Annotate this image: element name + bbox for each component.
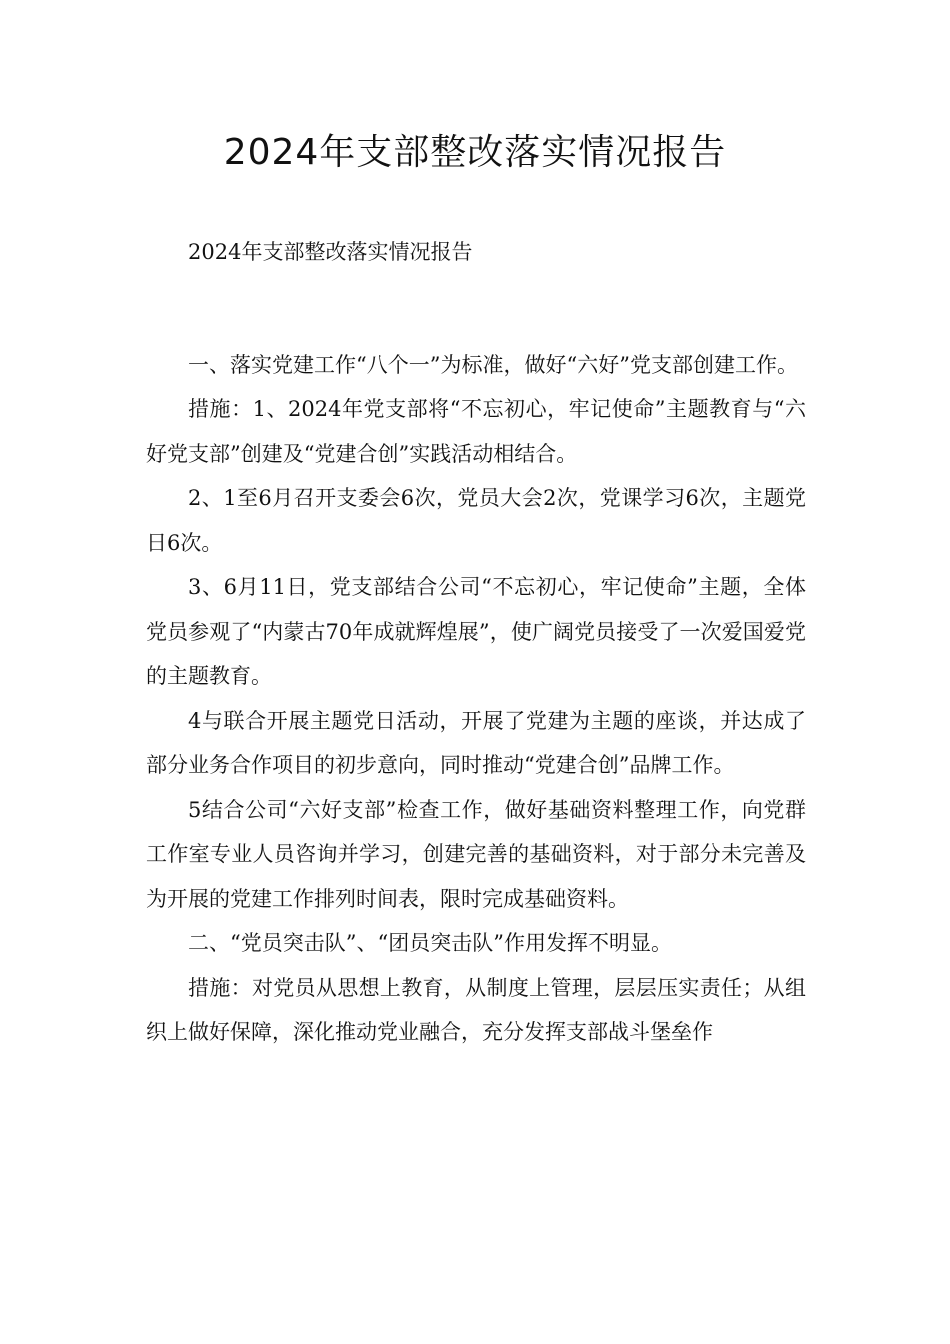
document-title: 2024年支部整改落实情况报告 — [223, 132, 727, 173]
paragraph: 3、6月11日，党支部结合公司“不忘初心，牢记使命”主题，全体党员参观了“内蒙古70年成就辉煌展”，使广阔党员接受了一次爱国爱党的主题教育。 — [146, 575, 806, 688]
paragraph: 2、1至6月召开支委会6次，党员大会2次，党课学习6次，主题党日6次。 — [146, 486, 806, 555]
paragraph: 措施：1、2024年党支部将“不忘初心，牢记使命”主题教育与“六好党支部”创建及“党建合创”实践活动相结合。 — [146, 397, 806, 466]
paragraph: 一、落实党建工作“八个一”为标准，做好“六好”党支部创建工作。 — [188, 352, 798, 377]
document-subtitle: 2024年支部整改落实情况报告 — [188, 240, 473, 264]
document-body — [146, 230, 806, 1055]
paragraph: 二、“党员突击队”、“团员突击队”作用发挥不明显。 — [188, 931, 672, 955]
paragraph: 4与联合开展主题党日活动，开展了党建为主题的座谈，并达成了部分业务合作项目的初步意向，同时推动“党建合创”品牌工作。 — [146, 708, 806, 777]
paragraph: 5结合公司“六好支部”检查工作，做好基础资料整理工作，向党群工作室专业人员咨询并学习，创建完善的基础资料，对于部分未完善及为开展的党建工作排列时间表，限时完成基础资料。 — [146, 797, 806, 911]
paragraph: 措施：对党员从思想上教育，从制度上管理，层层压实责任；从组织上做好保障，深化推动党业融合，充分发挥支部战斗堡垒作 — [146, 975, 806, 1044]
